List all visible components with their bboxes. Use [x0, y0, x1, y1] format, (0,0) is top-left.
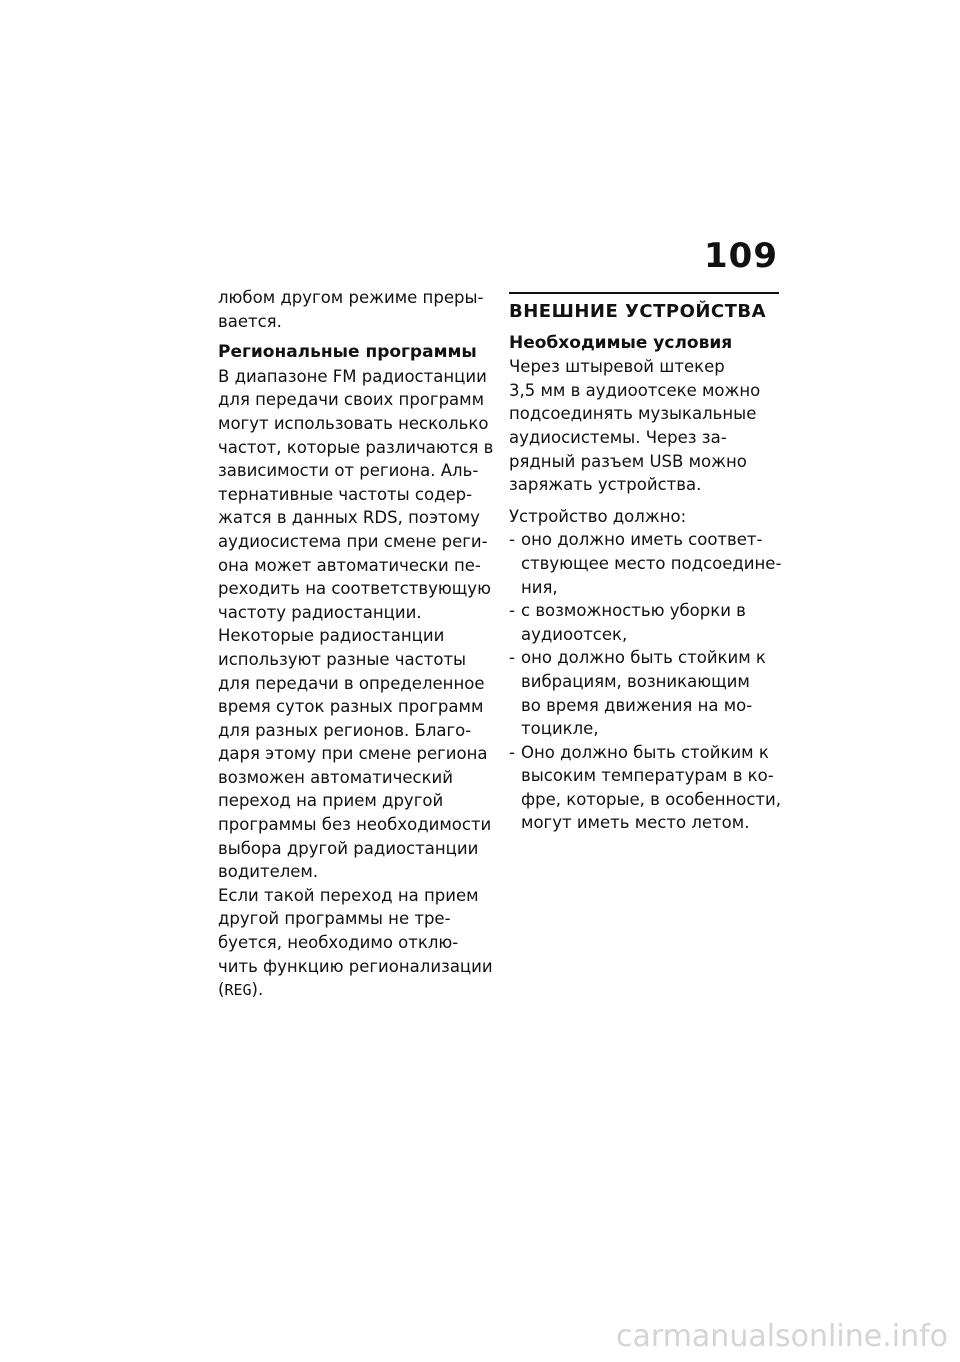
text-line: любом другом режиме преры- — [218, 288, 484, 307]
text-line: во время движения на мо- — [521, 695, 753, 715]
text-line: могут иметь место летом. — [521, 813, 750, 833]
text-line: выбора другой радиостанции — [218, 838, 479, 858]
right-column — [509, 286, 782, 835]
dash-icon: - — [509, 530, 515, 550]
text-line: вается. — [218, 311, 282, 331]
text-line: частот, которые различаются в — [218, 437, 494, 457]
text-line: Если такой переход на прием — [218, 885, 479, 905]
text-line: для разных регионов. Благо- — [218, 720, 472, 740]
text-line: фре, которые, в особенности, — [521, 789, 782, 809]
text-line: высоким температурам в ко- — [521, 766, 774, 786]
paren-open: ( — [218, 980, 225, 1000]
text-line: аудиоотсек, — [521, 624, 628, 644]
paragraph — [218, 884, 493, 1003]
function-code: REG — [224, 981, 252, 1000]
text-line: реходить на соответствующую — [218, 579, 491, 599]
text-line: для передачи в определенное — [218, 673, 485, 693]
text-line — [218, 978, 490, 1003]
section-heading: Необходимые условия — [509, 332, 733, 353]
paragraph — [509, 355, 779, 497]
text-line: рядный разъем USB можно — [509, 451, 747, 471]
text-line: возможен автоматический — [218, 767, 454, 787]
text-line: с возможностью уборки в — [521, 601, 746, 621]
text-line: могут использовать несколько — [218, 413, 489, 433]
text-line: она может автоматически пе- — [218, 555, 481, 575]
page-number: 109 — [704, 236, 778, 276]
bullet-list — [509, 528, 782, 835]
paren-close: ). — [251, 980, 264, 1000]
dash-icon: - — [509, 648, 515, 668]
text-line: тернативные частоты содер- — [218, 484, 473, 504]
text-line: водителем. — [218, 862, 319, 882]
text-line: Некоторые радиостанции — [218, 626, 445, 646]
text-line: частоту радиостанции. — [218, 602, 422, 622]
text-line: для передачи своих программ — [218, 390, 485, 410]
text-line: зависимости от региона. Аль- — [218, 461, 479, 481]
list-intro: Устройство должно: — [509, 506, 687, 526]
text-line: ствующее место подсоедине- — [521, 553, 782, 573]
paragraph — [218, 624, 490, 884]
text-line: аудиосистемы. Через за- — [509, 427, 727, 447]
text-line: жатся в данных RDS, поэтому — [218, 508, 480, 528]
left-column — [218, 286, 494, 1003]
text-line: переход на прием другой — [218, 791, 444, 811]
text-line: программы без необходимости — [218, 815, 492, 835]
list-item — [509, 646, 779, 740]
text-line: аудиосистема при смене реги- — [218, 531, 488, 551]
text-line: 3,5 мм в аудиоотсеке можно — [509, 380, 761, 400]
text-line: даря этому при смене региона — [218, 744, 488, 764]
paragraph — [218, 365, 494, 625]
text-line: время суток разных программ — [218, 697, 484, 717]
text-line: используют разные частоты — [218, 649, 467, 669]
text-line: буется, необходимо отклю- — [218, 933, 459, 953]
chapter-rule — [509, 292, 779, 294]
text-line: чить функцию регионализации — [218, 956, 493, 976]
text-line: другой программы не тре- — [218, 909, 451, 929]
dash-icon: - — [509, 742, 515, 762]
intro-text — [218, 286, 490, 333]
chapter-title: ВНЕШНИЕ УСТРОЙСТВА — [509, 301, 767, 322]
list-item — [509, 741, 782, 835]
text-line: Оно должно быть стойким к — [521, 742, 769, 762]
text-line: Через штыревой штекер — [509, 357, 725, 377]
text-line: тоцикле, — [521, 719, 599, 739]
text-line: ния, — [521, 577, 558, 597]
list-item — [509, 599, 779, 646]
watermark: carmanualsonline.info — [616, 1319, 948, 1354]
text-line: В диапазоне FM радиостанции — [218, 366, 487, 386]
dash-icon: - — [509, 601, 515, 621]
text-line: подсоединять музыкальные — [509, 404, 757, 424]
text-line: заряжать устройства. — [509, 475, 702, 495]
text-line: оно должно иметь соответ- — [521, 530, 763, 550]
text-line: вибрациям, возникающим — [521, 671, 750, 691]
text-line: оно должно быть стойким к — [521, 648, 766, 668]
section-heading: Региональные программы — [218, 342, 477, 363]
list-item — [509, 528, 782, 599]
